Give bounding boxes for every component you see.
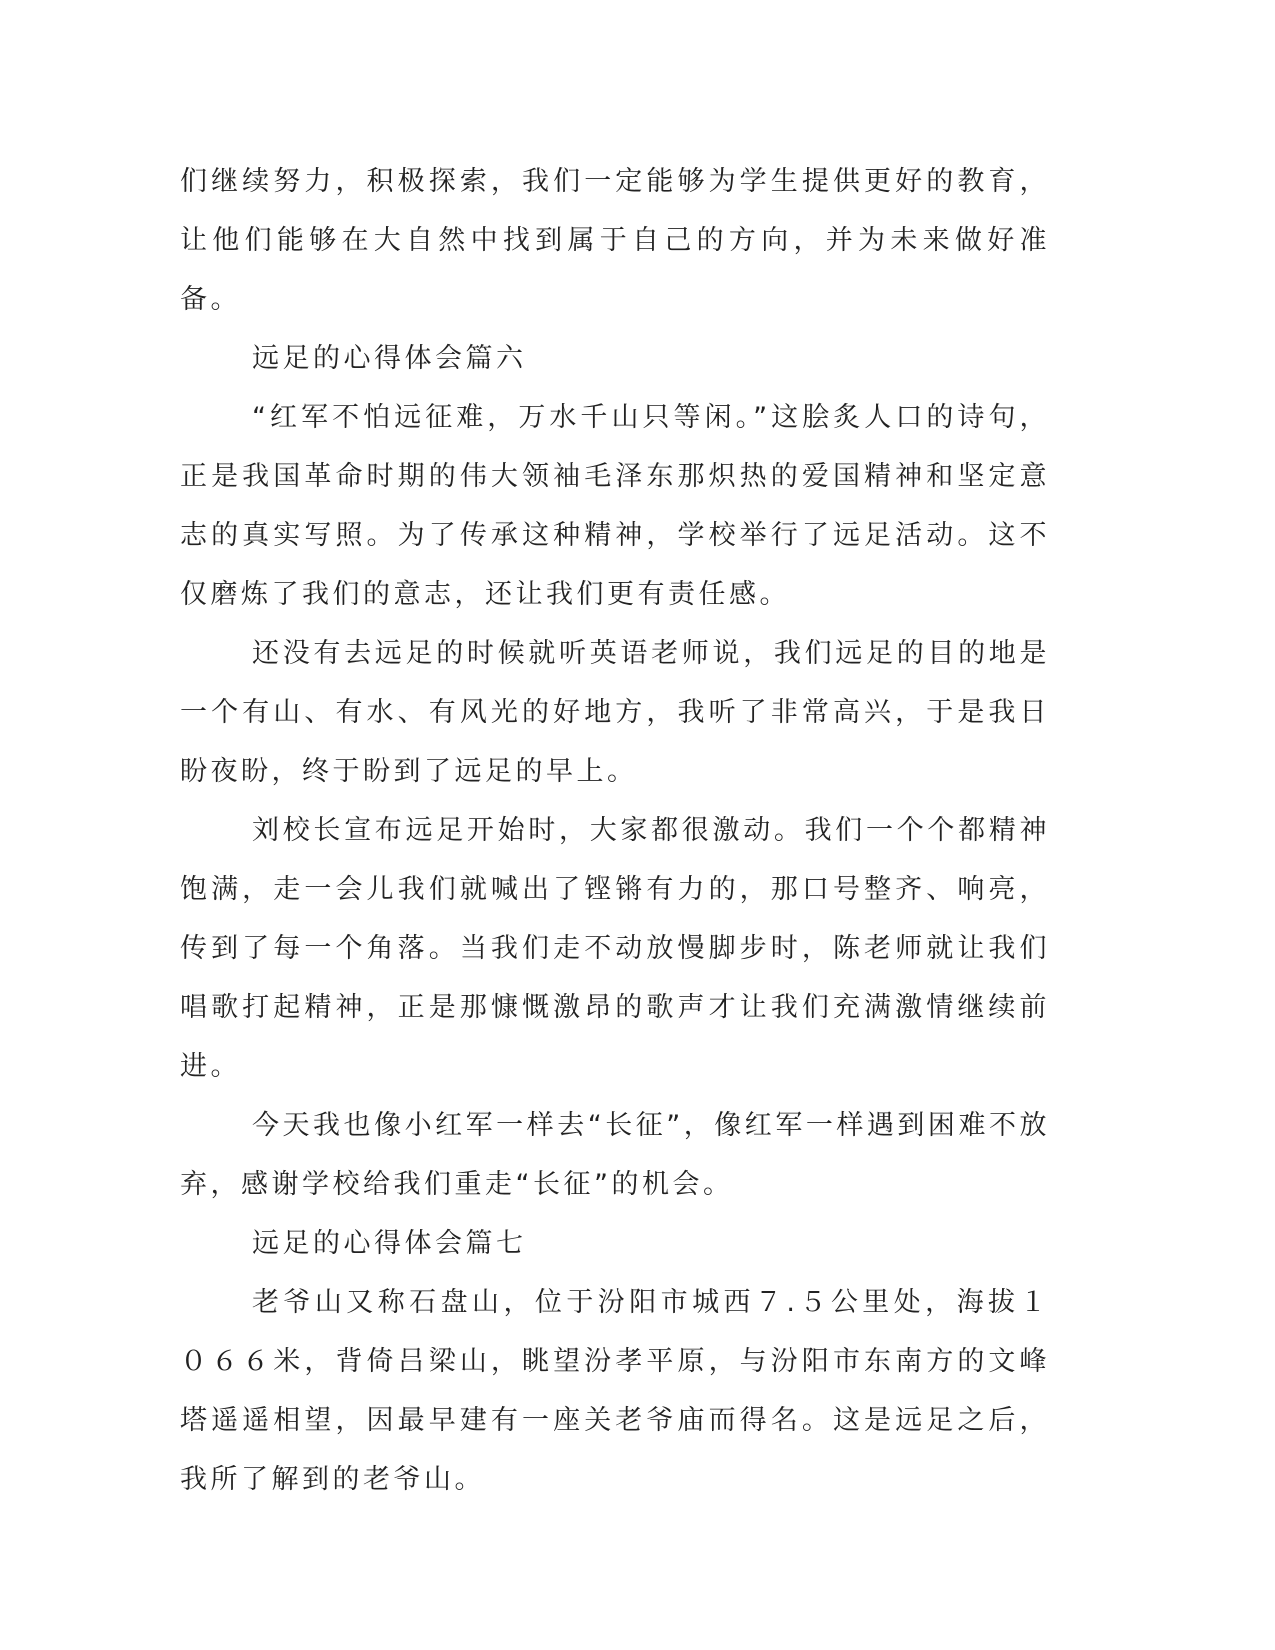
document-body [180, 152, 1050, 1509]
paragraph-laoye-mountain: 老爷山又称石盘山，位于汾阳市城西７.５公里处，海拔１０６６米，背倚吕梁山，眺望汾孝平原，与汾阳市东南方的文峰塔遥遥相望，因最早建有一座关老爷庙而得名。这是远足之后，我所了解到的老爷山。 [180, 1287, 1050, 1495]
paragraph-long-march: 今天我也像小红军一样去“长征”，像红军一样遇到困难不放弃，感谢学校给我们重走“长征”的机会。 [180, 1110, 1050, 1200]
paragraph-poem-intro: “红军不怕远征难，万水千山只等闲。”这脍炙人口的诗句，正是我国革命时期的伟大领袖毛泽东那炽热的爱国精神和坚定意志的真实写照。为了传承这种精神，学校举行了远足活动。这不仅磨炼了我们的意志，还让我们更有责任感。 [180, 402, 1050, 610]
section-heading-six: 远足的心得体会篇六 [252, 343, 527, 374]
section-heading-seven: 远足的心得体会篇七 [252, 1228, 527, 1259]
paragraph-continuation: 们继续努力，积极探索，我们一定能够为学生提供更好的教育，让他们能够在大自然中找到属于自己的方向，并为未来做好准备。 [180, 166, 1050, 315]
paragraph-march: 刘校长宣布远足开始时，大家都很激动。我们一个个都精神饱满，走一会儿我们就喊出了铿锵有力的，那口号整齐、响亮，传到了每一个角落。当我们走不动放慢脚步时，陈老师就让我们唱歌打起精神，正是那慷慨激昂的歌声才让我们充满激情继续前进。 [180, 815, 1050, 1082]
paragraph-before-trip: 还没有去远足的时候就听英语老师说，我们远足的目的地是一个有山、有水、有风光的好地方，我听了非常高兴，于是我日盼夜盼，终于盼到了远足的早上。 [180, 638, 1050, 787]
